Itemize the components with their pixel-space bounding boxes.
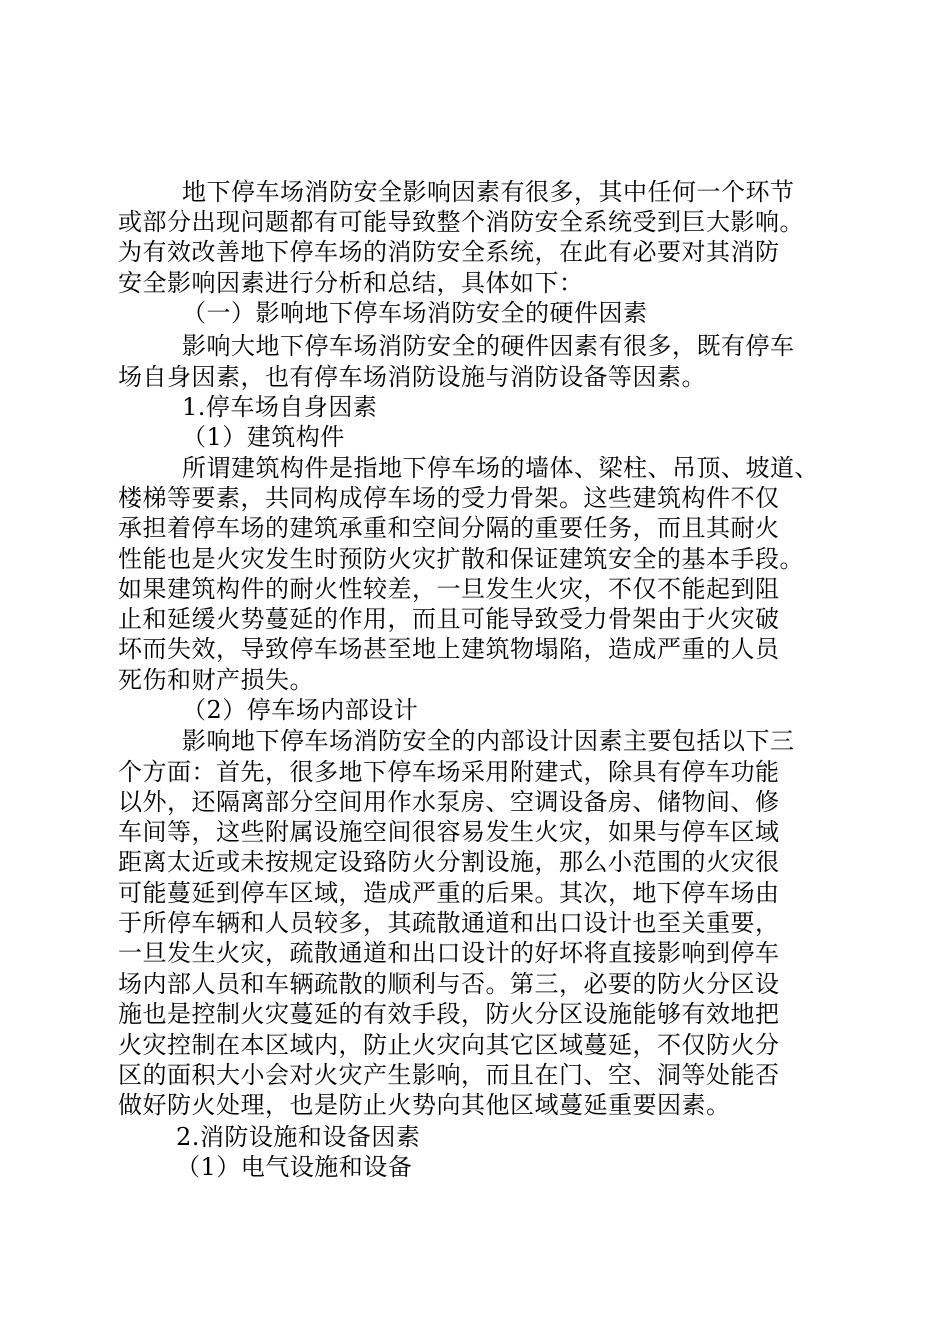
text-line: 性能也是火灾发生时预防火灾扩散和保证建筑安全的基本手段。 <box>118 545 804 573</box>
text-line: 以外，还隔离部分空间用作水泵房、空调设备房、储物间、修 <box>118 788 780 816</box>
text-line: 或部分出现问题都有可能导致整个消防安全系统受到巨大影响。 <box>118 208 804 236</box>
text-line: 承担着停车场的建筑承重和空间分隔的重要任务，而且其耐火 <box>118 514 780 542</box>
text-line: 于所停车辆和人员较多，其疏散通道和出口设计也至关重要， <box>118 909 780 937</box>
text-line: 可能蔓延到停车区域，造成严重的后果。其次，地下停车场由 <box>118 879 780 907</box>
text-line: 地下停车场消防安全影响因素有很多，其中任何一个环节 <box>182 178 795 206</box>
subsection-heading: （2）停车场内部设计 <box>182 696 419 724</box>
text-line: 所谓建筑构件是指地下停车场的墙体、梁柱、吊顶、坡道、 <box>182 454 819 482</box>
text-line: 施也是控制火灾蔓延的有效手段，防火分区设施能够有效地把 <box>118 1000 780 1028</box>
text-line: 场内部人员和车辆疏散的顺利与否。第三，必要的防火分区设 <box>118 970 780 998</box>
text-line: 楼梯等要素，共同构成停车场的受力骨架。这些建筑构件不仅 <box>118 484 780 512</box>
text-line: 死伤和财产损失。 <box>118 666 314 694</box>
section-heading: （一）影响地下停车场消防安全的硬件因素 <box>182 299 648 327</box>
text-line: 安全影响因素进行分析和总结，具体如下： <box>118 269 584 297</box>
subsection-heading: 2.消防设施和设备因素 <box>176 1123 421 1151</box>
text-line: 做好防火处理，也是防止火势向其他区域蔓延重要因素。 <box>118 1091 731 1119</box>
subsection-heading: （1）电气设施和设备 <box>176 1153 413 1181</box>
text-line: 为有效改善地下停车场的消防安全系统，在此有必要对其消防 <box>118 238 780 266</box>
text-line: 止和延缓火势蔓延的作用，而且可能导致受力骨架由于火灾破 <box>118 605 780 633</box>
text-line: 区的面积大小会对火灾产生影响，而且在门、空、洞等处能否 <box>118 1061 780 1089</box>
subsection-heading: （1）建筑构件 <box>182 423 345 451</box>
text-line: 距离太近或未按规定设臵防火分割设施，那么小范围的火灾很 <box>118 848 780 876</box>
text-line: 坏而失效，导致停车场甚至地上建筑物塌陷，造成严重的人员 <box>118 635 780 663</box>
text-line: 火灾控制在本区域内，防止火灾向其它区域蔓延，不仅防火分 <box>118 1031 780 1059</box>
text-line: 场自身因素，也有停车场消防设施与消防设备等因素。 <box>118 363 706 391</box>
text-line: 一旦发生火灾，疏散通道和出口设计的好坏将直接影响到停车 <box>118 939 780 967</box>
text-line: 个方面：首先，很多地下停车场采用附建式，除具有停车功能 <box>118 758 780 786</box>
text-line: 车间等，这些附属设施空间很容易发生火灾，如果与停车区域 <box>118 818 780 846</box>
subsection-heading: 1.停车场自身因素 <box>182 393 378 421</box>
text-line: 如果建筑构件的耐火性较差，一旦发生火灾，不仅不能起到阻 <box>118 575 780 603</box>
text-line: 影响大地下停车场消防安全的硬件因素有很多，既有停车 <box>182 332 795 360</box>
text-line: 影响地下停车场消防安全的内部设计因素主要包括以下三 <box>182 727 795 755</box>
